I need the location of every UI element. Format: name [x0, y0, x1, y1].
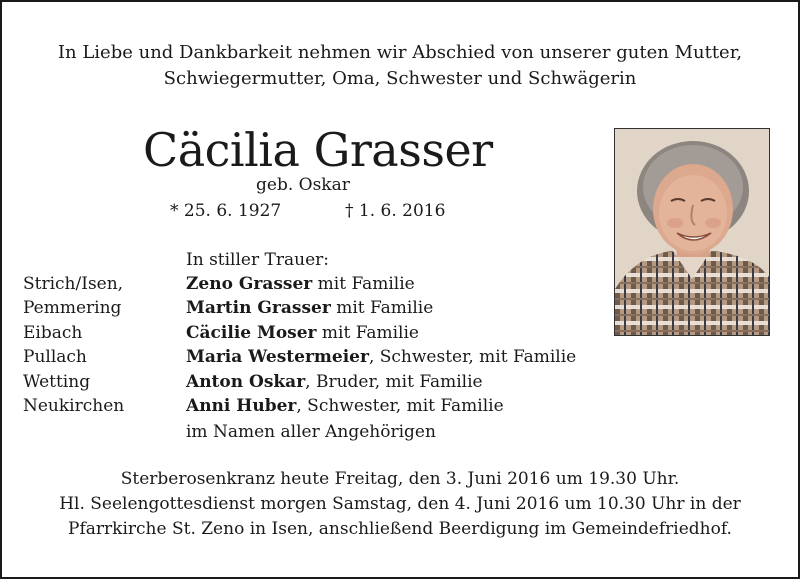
deceased-name: Cäcilia Grasser: [143, 123, 493, 177]
intro-line: Schwiegermutter, Oma, Schwester und Schwägerin: [163, 68, 637, 89]
mourner-place: Pullach: [23, 347, 87, 368]
mourner-name: Cäcilie Moser: [186, 322, 317, 343]
intro-text: [0, 40, 800, 92]
mourner-name: Maria Westermeier: [186, 347, 369, 368]
event-line: Sterberosenkranz heute Freitag, den 3. Juni 2016 um 19.30 Uhr.: [120, 469, 680, 489]
all-relatives-line: im Namen aller Angehörigen: [186, 422, 436, 442]
mourner-place: Eibach: [23, 322, 83, 343]
mourner-relation: mit Familie: [312, 274, 415, 294]
mourner-name: Anni Huber: [186, 395, 297, 416]
mourner-relation: , Schwester, mit Familie: [368, 347, 577, 368]
death-date: † 1. 6. 2016: [345, 201, 446, 221]
mourner-name: Anton Oskar: [186, 371, 306, 392]
mourner-name: Martin Grasser: [186, 298, 331, 319]
mourner-relation: mit Familie: [316, 322, 419, 343]
mourner-relation: , Schwester, mit Familie: [296, 395, 504, 416]
maiden-name: geb. Oskar: [256, 175, 350, 195]
event-line: Pfarrkirche St. Zeno in Isen, anschließend Beerdigung im Gemeindefriedhof.: [68, 519, 732, 539]
service-details: [0, 467, 800, 542]
mourner-place: Wetting: [23, 371, 91, 392]
mourner-place: Neukirchen: [23, 395, 125, 416]
mourner-place: Pemmering: [23, 298, 122, 319]
mourner-relation: mit Familie: [330, 298, 434, 319]
mourning-heading: In stiller Trauer:: [186, 250, 329, 270]
event-line: Hl. Seelengottesdienst morgen Samstag, den 4. Juni 2016 um 10.30 Uhr in der: [59, 494, 741, 514]
intro-line: In Liebe und Dankbarkeit nehmen wir Abschied von unserer guten Mutter,: [57, 42, 743, 63]
mourner-place: Strich/Isen,: [23, 274, 124, 294]
portrait-photo: [614, 128, 770, 336]
mourner-name: Zeno Grasser: [186, 274, 313, 294]
mourner-relation: , Bruder, mit Familie: [305, 371, 483, 392]
birth-date: * 25. 6. 1927: [170, 201, 282, 221]
